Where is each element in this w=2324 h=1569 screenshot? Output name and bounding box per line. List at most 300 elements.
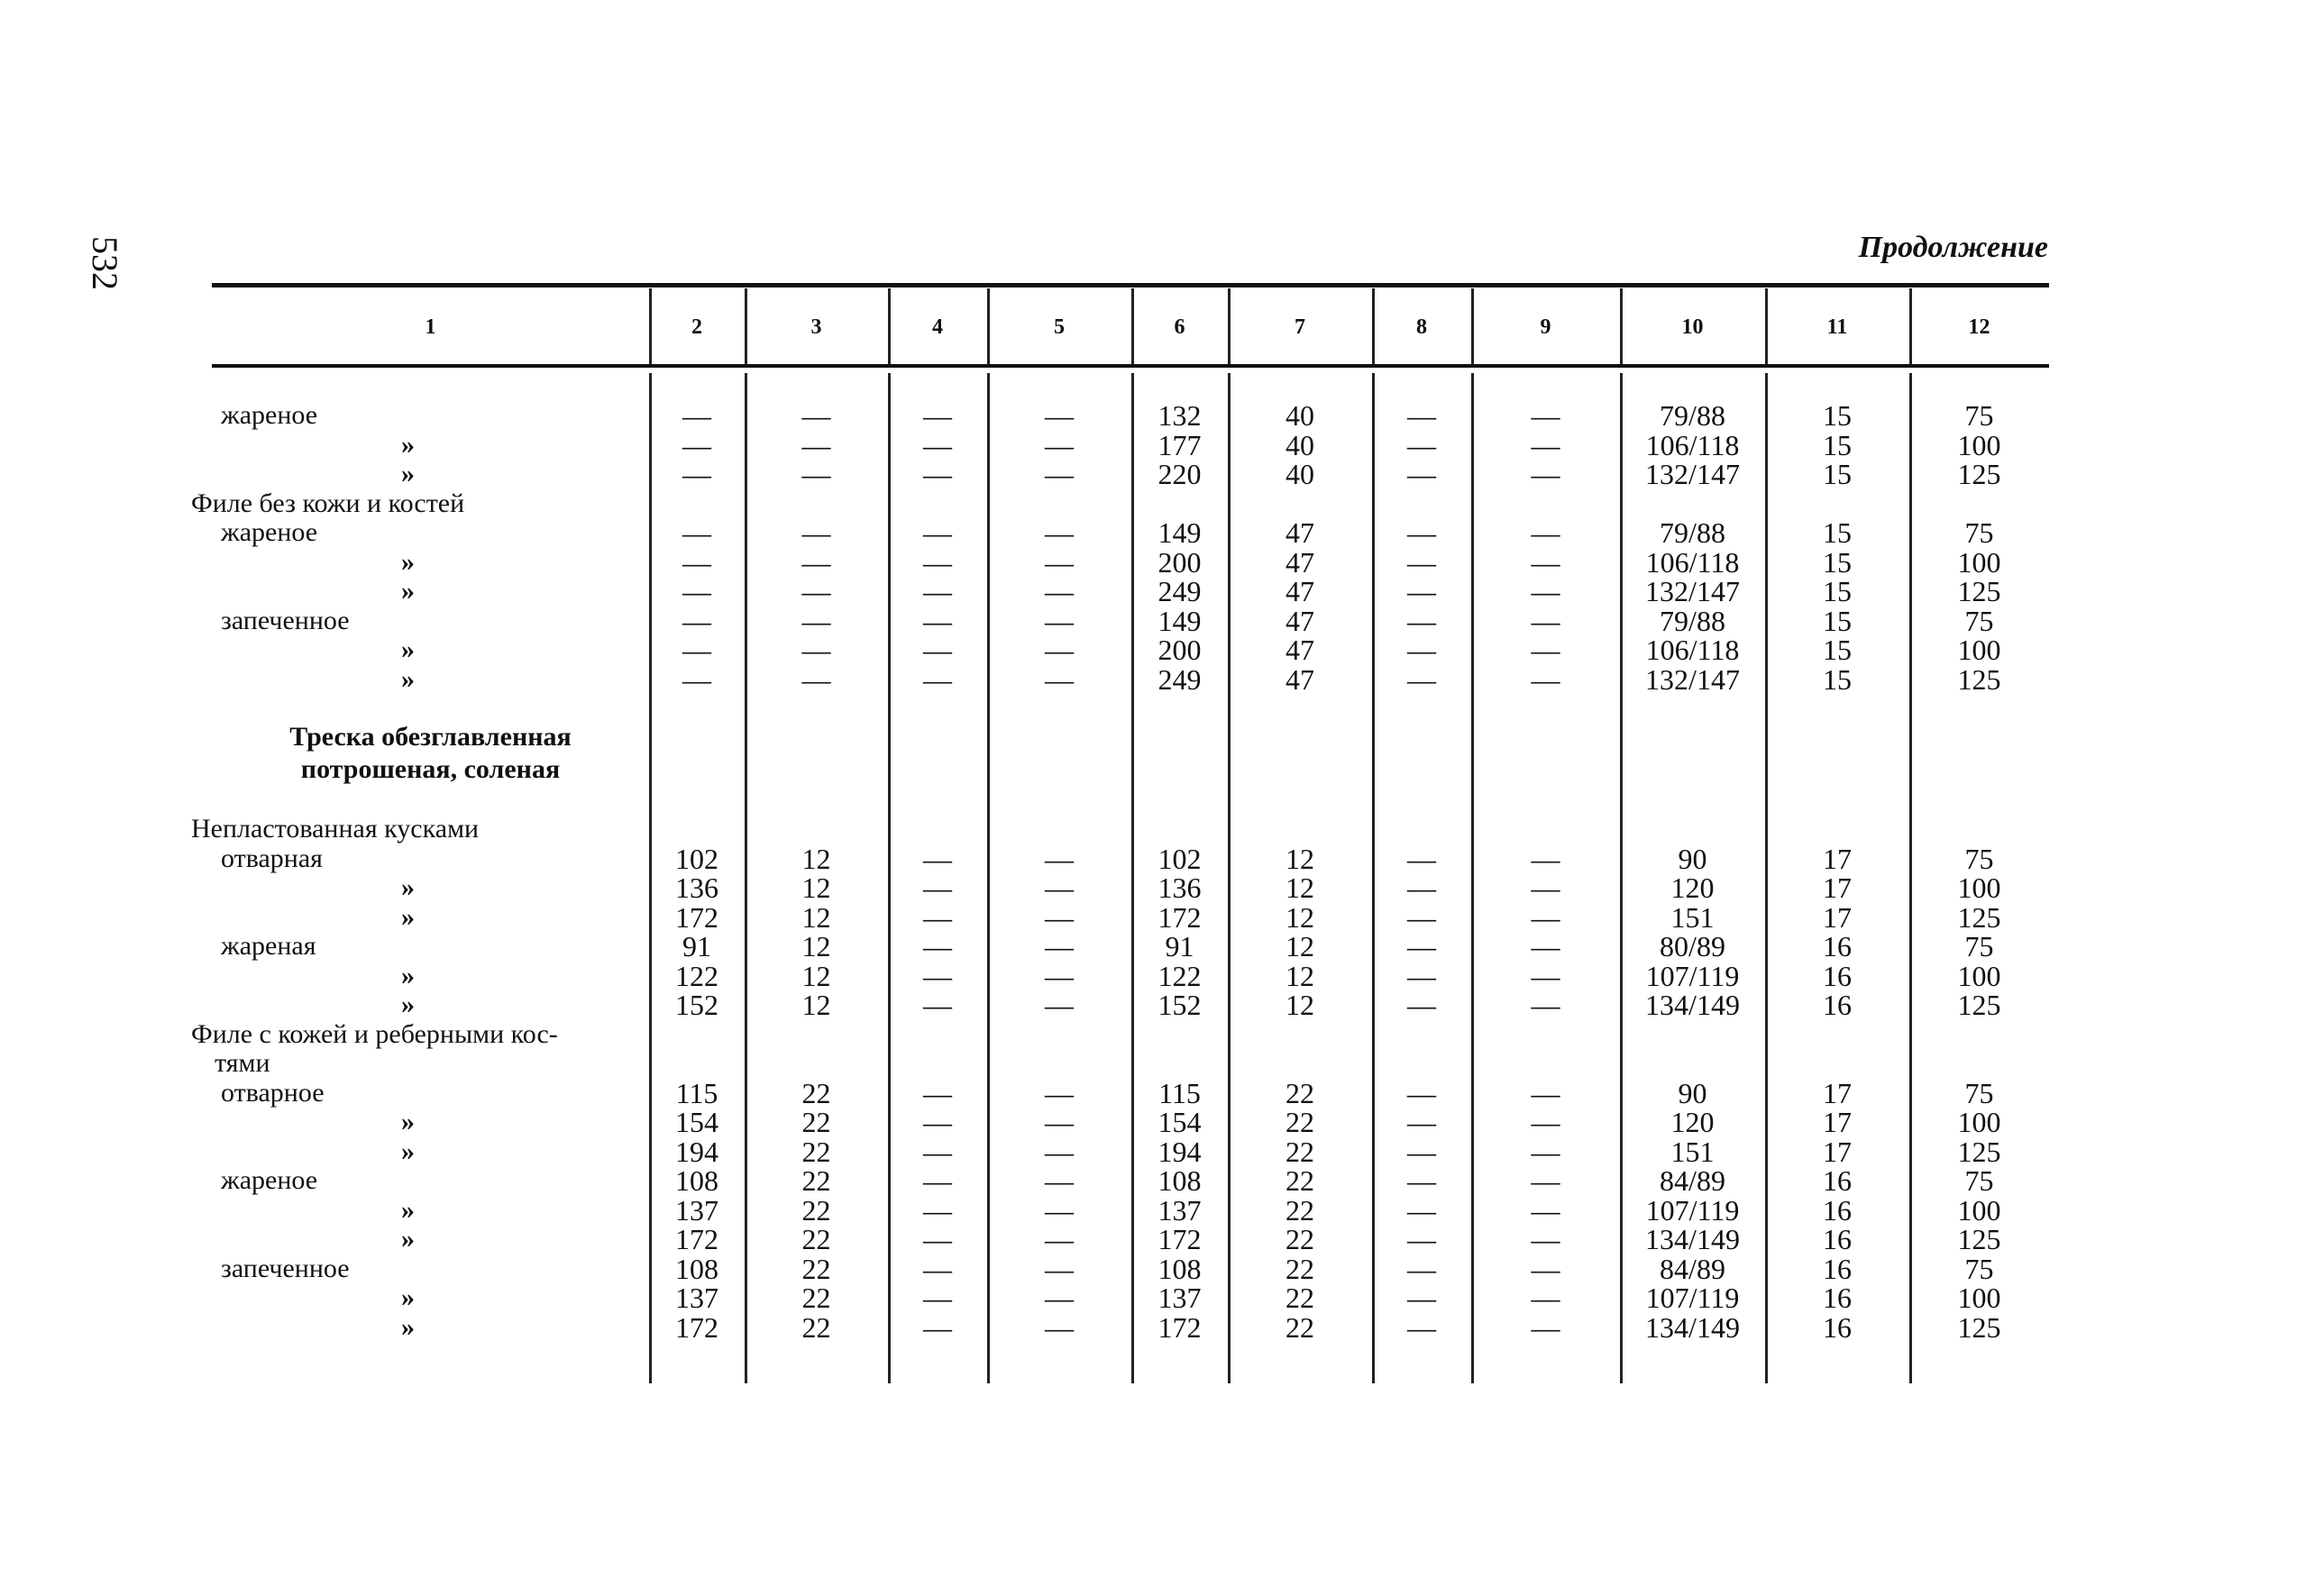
table-cell: 75 [1964,516,1994,549]
table-cell: — [923,960,952,992]
table-cell: 120 [1670,871,1715,904]
table-cell: 12 [801,930,831,962]
table-cell: — [1045,1194,1074,1227]
table-cell: 100 [1957,871,2001,904]
table-cell: — [1407,634,1436,666]
table-cell: — [923,1136,952,1168]
table-cell: 106/118 [1645,634,1740,666]
table-cell: 125 [1957,989,2001,1021]
table-cell: 106/118 [1645,546,1740,579]
table-cell: 22 [1286,1136,1314,1168]
table-cell: — [923,605,952,637]
table-cell: — [1045,458,1074,490]
table-cell: — [682,399,711,432]
table-cell: 75 [1964,1253,1994,1285]
table-cell: — [1531,930,1560,962]
table-cell: — [801,663,831,696]
table-cell: 91 [682,930,711,962]
table-cell: 22 [1286,1253,1314,1285]
table-cell: 47 [1286,634,1314,666]
table-cell: — [1407,1311,1436,1344]
table-cell: 22 [801,1106,831,1138]
table-cell: — [923,930,952,962]
table-cell: 108 [1157,1164,1202,1197]
table-cell: — [1407,1136,1436,1168]
column-header: 10 [1681,315,1704,339]
table-cell: 108 [1157,1253,1202,1285]
row-label: » [401,634,415,664]
page-number: 532 [85,236,125,290]
table-cell: 172 [1157,1311,1202,1344]
table-cell: 22 [801,1223,831,1255]
table-cell: 22 [801,1077,831,1109]
row-label: жареное [221,1165,318,1195]
table-cell: — [1531,843,1560,875]
table-cell: — [1531,429,1560,461]
table-cell: — [1531,989,1560,1021]
table-cell: 22 [1286,1106,1314,1138]
column-header: 11 [1826,315,1848,339]
table-cell: 106/118 [1645,429,1740,461]
table-cell: 79/88 [1660,516,1725,549]
table-cell: 194 [1157,1136,1202,1168]
table-cell: 132 [1157,399,1202,432]
column-header: 5 [1054,315,1065,339]
table-cell: 15 [1823,399,1852,432]
table-cell: — [1407,871,1436,904]
table-cell: 107/119 [1645,1282,1740,1314]
table-cell: — [1531,960,1560,992]
table-cell: — [1531,1077,1560,1109]
table-cell: 200 [1157,634,1202,666]
table-cell: 220 [1157,458,1202,490]
column-header: 3 [810,315,822,339]
table-cell: 17 [1823,843,1852,875]
table-cell: 22 [801,1282,831,1314]
table-cell: — [1045,516,1074,549]
table-cell: — [1045,901,1074,934]
table-cell: 102 [675,843,718,875]
table-cell: 47 [1286,516,1314,549]
row-label: жареная [221,931,316,961]
table-cell: — [1531,605,1560,637]
table-cell: — [1407,546,1436,579]
table-cell: 172 [1157,1223,1202,1255]
row-label: » [401,547,415,577]
table-cell: 100 [1957,1106,2001,1138]
table-cell: 12 [1286,960,1314,992]
row-label: Филе без кожи и костей [191,488,465,518]
table-cell: 75 [1964,843,1994,875]
table-cell: 79/88 [1660,399,1725,432]
table-cell: 16 [1823,1282,1852,1314]
table-cell: 12 [1286,843,1314,875]
table-cell: 132/147 [1645,458,1740,490]
row-label: запеченное [221,1254,350,1283]
row-label: тями [215,1048,270,1078]
table-cell: 12 [1286,989,1314,1021]
table-cell: 16 [1823,1311,1852,1344]
table-cell: — [923,429,952,461]
table-cell: 75 [1964,1077,1994,1109]
table-cell: 75 [1964,1164,1994,1197]
table-cell: — [923,1164,952,1197]
table-cell: 16 [1823,989,1852,1021]
table-cell: 132/147 [1645,663,1740,696]
table-cell: — [1407,1164,1436,1197]
table-cell: 22 [801,1311,831,1344]
table-cell: 12 [1286,901,1314,934]
table-cell: — [1407,458,1436,490]
row-label: » [401,1195,415,1225]
table-cell: — [1531,458,1560,490]
table-cell: — [1407,989,1436,1021]
table-cell: — [1531,1164,1560,1197]
table-cell: 40 [1286,429,1314,461]
table-cell: — [923,516,952,549]
table-cell: — [1407,605,1436,637]
table-cell: — [1407,1194,1436,1227]
table-cell: 40 [1286,458,1314,490]
table-cell: — [682,458,711,490]
table-cell: 137 [1157,1194,1202,1227]
row-label: жареное [221,517,318,547]
table-cell: — [923,1311,952,1344]
table-cell: — [923,1194,952,1227]
table-cell: — [1045,843,1074,875]
table-cell: 172 [675,1311,718,1344]
row-label: » [401,430,415,460]
table-cell: — [682,605,711,637]
table-cell: 125 [1957,458,2001,490]
table-cell: — [1045,1106,1074,1138]
table-cell: — [1531,1106,1560,1138]
column-header: 8 [1416,315,1427,339]
table-cell: — [1531,901,1560,934]
column-header: 7 [1295,315,1305,339]
table-cell: 17 [1823,1106,1852,1138]
table-cell: 108 [675,1253,718,1285]
column-header: 6 [1174,315,1185,339]
table-cell: 22 [1286,1282,1314,1314]
table-cell: — [1045,399,1074,432]
row-label: » [401,1107,415,1136]
table-cell: 22 [801,1194,831,1227]
table-cell: — [801,575,831,607]
table-cell: — [923,1253,952,1285]
table-cell: 249 [1157,575,1202,607]
table-cell: — [1531,575,1560,607]
table-cell: 17 [1823,1077,1852,1109]
table-cell: 134/149 [1645,1223,1740,1255]
row-label: » [401,1224,415,1254]
table-cell: — [1407,399,1436,432]
table-cell: 149 [1157,516,1202,549]
row-label: Непластованная кусками [191,814,480,844]
table-cell: — [1531,634,1560,666]
table-cell: 17 [1823,871,1852,904]
table-cell: 115 [675,1077,718,1109]
table-cell: — [801,458,831,490]
table-cell: 177 [1157,429,1202,461]
table-cell: — [923,989,952,1021]
table-cell: 125 [1957,575,2001,607]
table-cell: 15 [1823,516,1852,549]
row-label: запеченное [221,606,350,635]
table-cell: — [1045,663,1074,696]
row-label: » [401,990,415,1019]
table-cell: — [1531,1311,1560,1344]
table-cell: — [1045,634,1074,666]
row-label: Филе с кожей и реберными кос- [191,1019,558,1049]
table-cell: 12 [801,989,831,1021]
table-cell: 22 [1286,1164,1314,1197]
table-cell: — [1531,1223,1560,1255]
column-header: 2 [691,315,702,339]
table-cell: — [1531,663,1560,696]
table-cell: 15 [1823,663,1852,696]
table-cell: — [682,663,711,696]
table-cell: 15 [1823,546,1852,579]
row-label: » [401,459,415,488]
table-cell: 100 [1957,546,2001,579]
table-cell: 79/88 [1660,605,1725,637]
table-cell: 137 [675,1282,718,1314]
table-cell: — [923,663,952,696]
table-cell: — [1531,1136,1560,1168]
row-label: » [401,961,415,990]
table-cell: — [923,546,952,579]
continuation-caption: Продолжение [1858,231,2048,264]
table-cell: 100 [1957,634,2001,666]
table-cell: 17 [1823,901,1852,934]
table-cell: 75 [1964,605,1994,637]
table-cell: 100 [1957,1282,2001,1314]
table-cell: — [1045,1136,1074,1168]
table-cell: — [1407,1077,1436,1109]
table-cell: 100 [1957,960,2001,992]
table-cell: 136 [1157,871,1202,904]
table-cell: 152 [675,989,718,1021]
table-cell: — [1407,1253,1436,1285]
table-cell: — [801,546,831,579]
table-cell: — [923,399,952,432]
table-cell: 151 [1670,1136,1715,1168]
table-cell: 84/89 [1660,1253,1725,1285]
table-cell: — [1045,575,1074,607]
table-cell: — [1045,871,1074,904]
table-cell: 16 [1823,1164,1852,1197]
table-cell: — [1407,429,1436,461]
row-label: » [401,902,415,932]
table-cell: 22 [1286,1194,1314,1227]
table-cell: 132/147 [1645,575,1740,607]
table-cell: — [682,634,711,666]
table-cell: — [1045,1164,1074,1197]
table-cell: 194 [675,1136,718,1168]
table-cell: 47 [1286,575,1314,607]
table-cell: 107/119 [1645,960,1740,992]
column-header: 1 [425,315,436,339]
table-cell: 16 [1823,930,1852,962]
table-cell: — [1531,1253,1560,1285]
table-cell: 125 [1957,1311,2001,1344]
table-cell: 47 [1286,605,1314,637]
table-cell: — [1531,399,1560,432]
table-cell: 12 [801,901,831,934]
table-cell: — [1531,546,1560,579]
table-cell: 136 [675,871,718,904]
table-cell: — [1407,960,1436,992]
table-cell: 90 [1678,843,1707,875]
table-cell: 47 [1286,546,1314,579]
table-cell: — [1531,1194,1560,1227]
table-cell: 172 [675,901,718,934]
table-cell: 22 [801,1136,831,1168]
table-cell: — [923,1077,952,1109]
table-cell: 172 [675,1223,718,1255]
table-cell: 249 [1157,663,1202,696]
row-label: » [401,576,415,606]
table-cell: 90 [1678,1077,1707,1109]
table-cell: 16 [1823,960,1852,992]
table-cell: — [1045,429,1074,461]
table-cell: 84/89 [1660,1164,1725,1197]
table-cell: 12 [1286,871,1314,904]
table-cell: 125 [1957,901,2001,934]
table-cell: — [923,843,952,875]
row-label: » [401,872,415,902]
table-cell: — [1045,960,1074,992]
column-header: 4 [932,315,943,339]
row-label: отварная [221,844,323,873]
table-cell: 22 [1286,1077,1314,1109]
table-cell: — [1407,930,1436,962]
table-cell: 134/149 [1645,989,1740,1021]
table-cell: — [1045,1223,1074,1255]
row-label: жареное [221,400,318,430]
table-cell: 22 [1286,1311,1314,1344]
table-cell: 15 [1823,429,1852,461]
table-cell: — [801,634,831,666]
table-cell: — [1045,1077,1074,1109]
table-cell: — [1531,516,1560,549]
table-cell: — [1045,1282,1074,1314]
table-cell: — [682,516,711,549]
table-cell: 122 [675,960,718,992]
table-top-rule [212,283,2049,287]
table-cell: 108 [675,1164,718,1197]
table-cell: — [1531,1282,1560,1314]
table-cell: 12 [801,871,831,904]
table-cell: — [923,1106,952,1138]
table-cell: — [801,516,831,549]
table-cell: 120 [1670,1106,1715,1138]
table-cell: — [1407,663,1436,696]
table-cell: — [923,1282,952,1314]
table-cell: 75 [1964,399,1994,432]
table-cell: 172 [1157,901,1202,934]
section-title: Треска обезглавленная [289,722,572,752]
table-cell: — [923,458,952,490]
table-cell: 100 [1957,1194,2001,1227]
table-cell: — [1407,516,1436,549]
table-cell: 125 [1957,663,2001,696]
table-cell: — [923,901,952,934]
table-cell: 152 [1157,989,1202,1021]
table-cell: — [1407,843,1436,875]
row-label: отварное [221,1078,325,1108]
table-cell: 40 [1286,399,1314,432]
table-cell: 22 [801,1164,831,1197]
table-cell: — [682,575,711,607]
table-cell: 102 [1157,843,1202,875]
table-cell: 12 [1286,930,1314,962]
table-cell: — [801,399,831,432]
row-label: » [401,1136,415,1166]
column-header: 12 [1968,315,1990,339]
table-cell: — [1045,1311,1074,1344]
table-cell: — [801,429,831,461]
table-cell: 22 [1286,1223,1314,1255]
table-cell: — [1407,901,1436,934]
column-header: 9 [1540,315,1551,339]
table-cell: 134/149 [1645,1311,1740,1344]
table-header-rule [212,364,2049,368]
table-cell: 107/119 [1645,1194,1740,1227]
table-cell: 149 [1157,605,1202,637]
table-cell: 15 [1823,458,1852,490]
table-cell: — [923,871,952,904]
table-cell: — [682,546,711,579]
table-cell: 15 [1823,575,1852,607]
table-cell: — [923,634,952,666]
row-label: » [401,664,415,694]
table-cell: — [923,575,952,607]
table-cell: 17 [1823,1136,1852,1168]
row-label: » [401,1312,415,1342]
table-cell: 137 [675,1194,718,1227]
table-cell: 115 [1158,1077,1201,1109]
table-cell: 16 [1823,1194,1852,1227]
table-cell: 47 [1286,663,1314,696]
table-cell: 22 [801,1253,831,1285]
section-title: потрошеная, соленая [300,754,561,784]
table-cell: 75 [1964,930,1994,962]
table-cell: — [1407,1106,1436,1138]
table-cell: — [1407,575,1436,607]
table-cell: 16 [1823,1253,1852,1285]
table-cell: 125 [1957,1136,2001,1168]
table-cell: — [1407,1223,1436,1255]
table-cell: 200 [1157,546,1202,579]
table-cell: 122 [1157,960,1202,992]
table-cell: 15 [1823,634,1852,666]
table-cell: 12 [801,960,831,992]
table-cell: 137 [1157,1282,1202,1314]
table-cell: — [1045,1253,1074,1285]
table-cell: — [1045,605,1074,637]
table-cell: 12 [801,843,831,875]
table-cell: — [801,605,831,637]
table-cell: — [1407,1282,1436,1314]
table-cell: 15 [1823,605,1852,637]
table-cell: — [1531,871,1560,904]
table-cell: 125 [1957,1223,2001,1255]
table-cell: — [1045,930,1074,962]
table-cell: 16 [1823,1223,1852,1255]
table-cell: — [682,429,711,461]
